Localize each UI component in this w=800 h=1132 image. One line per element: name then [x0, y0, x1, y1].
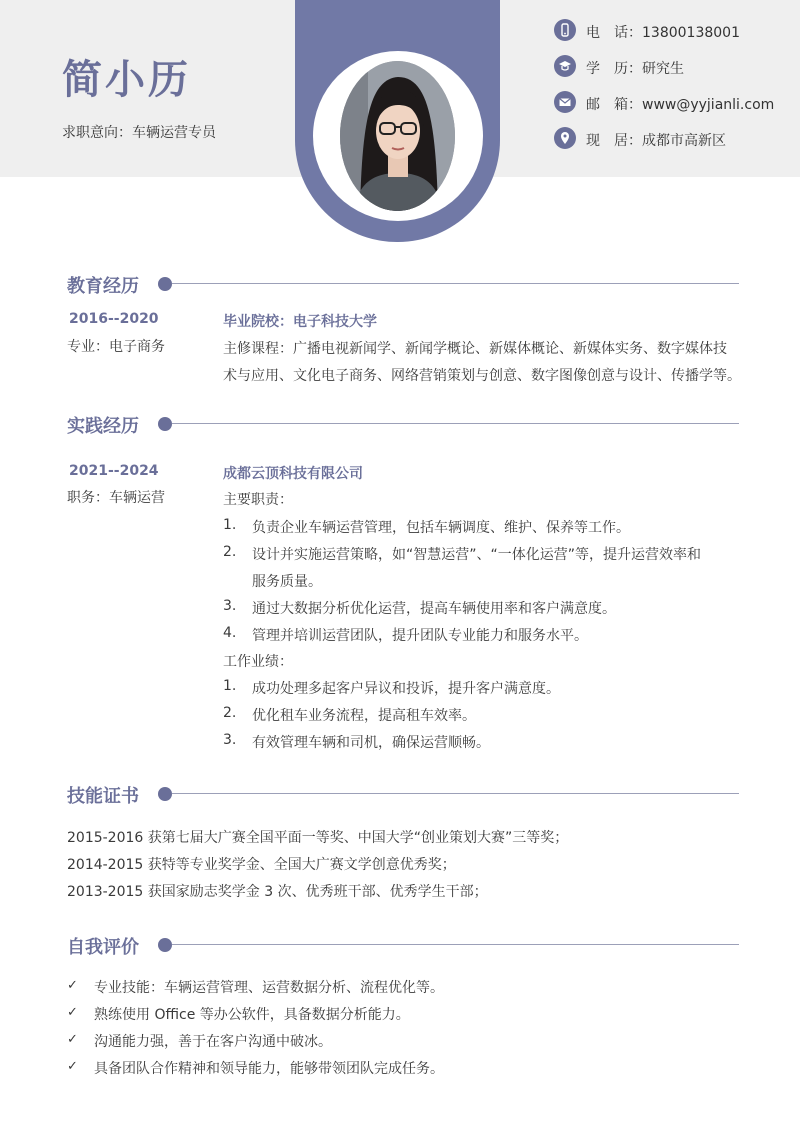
check-icon: ✓ — [67, 1059, 78, 1074]
section-dot — [158, 938, 172, 952]
contact-location-value: 成都市高新区 — [642, 133, 726, 149]
self-eval-item: 沟通能力强，善于在客户沟通中破冰。 — [94, 1034, 332, 1050]
self-eval-item: 专业技能：车辆运营管理、运营数据分析、流程优化等。 — [94, 980, 444, 996]
graduation-cap-icon — [554, 55, 576, 77]
job-intent — [62, 122, 216, 142]
section-divider — [172, 283, 739, 284]
education-courses-line: 术与应用、文化电子商务、网络营销策划与创意、数字图像创意与设计、传播学等。 — [223, 368, 741, 384]
duty-item: 通过大数据分析优化运营，提高车辆使用率和客户满意度。 — [252, 601, 616, 617]
section-dot — [158, 277, 172, 291]
location-icon — [554, 127, 576, 149]
contact-email-label: 邮 箱： — [586, 97, 642, 113]
results-title: 工作业绩： — [223, 654, 293, 670]
duty-item: 管理并培训运营团队，提升团队专业能力和服务水平。 — [252, 628, 588, 644]
section-practice — [67, 412, 739, 436]
list-number: 1. — [223, 678, 237, 694]
contact-phone-label: 电 话： — [586, 25, 642, 41]
check-icon: ✓ — [67, 1005, 78, 1020]
list-number: 1. — [223, 517, 237, 533]
section-divider — [172, 423, 739, 424]
education-school: 毕业院校：电子科技大学 — [223, 314, 377, 330]
contact-education-value: 研究生 — [642, 61, 684, 77]
contact-phone-text — [586, 22, 740, 42]
check-icon: ✓ — [67, 1032, 78, 1047]
job-intent-label: 求职意向： — [62, 125, 132, 141]
section-dot — [158, 787, 172, 801]
self-eval-item: 熟练使用 Office 等办公软件，具备数据分析能力。 — [94, 1007, 410, 1023]
skill-item: 2014-2015 获特等专业奖学金、全国大广赛文学创意优秀奖； — [67, 857, 456, 873]
section-title: 技能证书 — [67, 786, 139, 807]
check-icon: ✓ — [67, 978, 78, 993]
duty-item: 负责企业车辆运营管理，包括车辆调度、维护、保养等工作。 — [252, 520, 630, 536]
section-divider — [172, 793, 739, 794]
contact-email-text — [586, 94, 774, 114]
duty-item: 设计并实施运营策略，如“智慧运营”、“一体化运营”等，提升运营效率和 — [252, 547, 702, 563]
education-courses-line: 主修课程：广播电视新闻学、新闻学概论、新媒体概论、新媒体实务、数字媒体技 — [223, 341, 727, 357]
education-major: 专业：电子商务 — [67, 339, 165, 355]
list-number: 3. — [223, 598, 237, 614]
contact-education-text — [586, 58, 684, 78]
skill-item: 2013-2015 获国家励志奖学金 3 次、优秀班干部、优秀学生干部； — [67, 884, 488, 900]
list-number: 2. — [223, 544, 237, 560]
result-item: 优化租车业务流程，提高租车效率。 — [252, 708, 476, 724]
skill-item: 2015-2016 获第七届大广赛全国平面一等奖、中国大学“创业策划大赛”三等奖； — [67, 830, 569, 846]
practice-company: 成都云顶科技有限公司 — [223, 466, 363, 482]
duties-title: 主要职责： — [223, 492, 293, 508]
section-skills — [67, 782, 739, 806]
section-divider — [172, 944, 739, 945]
section-education — [67, 272, 739, 296]
contact-email-value: www@yyjianli.com — [642, 97, 775, 113]
education-period: 2016--2020 — [69, 311, 159, 327]
contact-education-label: 学 历： — [586, 61, 642, 77]
contact-location-label: 现 居： — [586, 133, 642, 149]
contact-phone-value: 13800138001 — [642, 25, 740, 41]
section-title: 教育经历 — [67, 276, 139, 297]
list-number: 2. — [223, 705, 237, 721]
section-title: 自我评价 — [67, 937, 139, 958]
self-eval-item: 具备团队合作精神和领导能力，能够带领团队完成任务。 — [94, 1061, 444, 1077]
mail-icon — [554, 91, 576, 113]
duty-item-continued: 服务质量。 — [252, 574, 322, 590]
practice-position: 职务：车辆运营 — [67, 490, 165, 506]
result-item: 成功处理多起客户异议和投诉，提升客户满意度。 — [252, 681, 560, 697]
section-dot — [158, 417, 172, 431]
profile-photo — [340, 61, 455, 211]
section-self-eval — [67, 933, 739, 957]
section-title: 实践经历 — [67, 416, 139, 437]
phone-icon — [554, 19, 576, 41]
resume-name: 简小历 — [62, 57, 191, 103]
list-number: 4. — [223, 625, 237, 641]
practice-period: 2021--2024 — [69, 463, 159, 479]
result-item: 有效管理车辆和司机，确保运营顺畅。 — [252, 735, 490, 751]
list-number: 3. — [223, 732, 237, 748]
job-intent-value: 车辆运营专员 — [132, 125, 216, 141]
contact-location-text — [586, 130, 726, 150]
